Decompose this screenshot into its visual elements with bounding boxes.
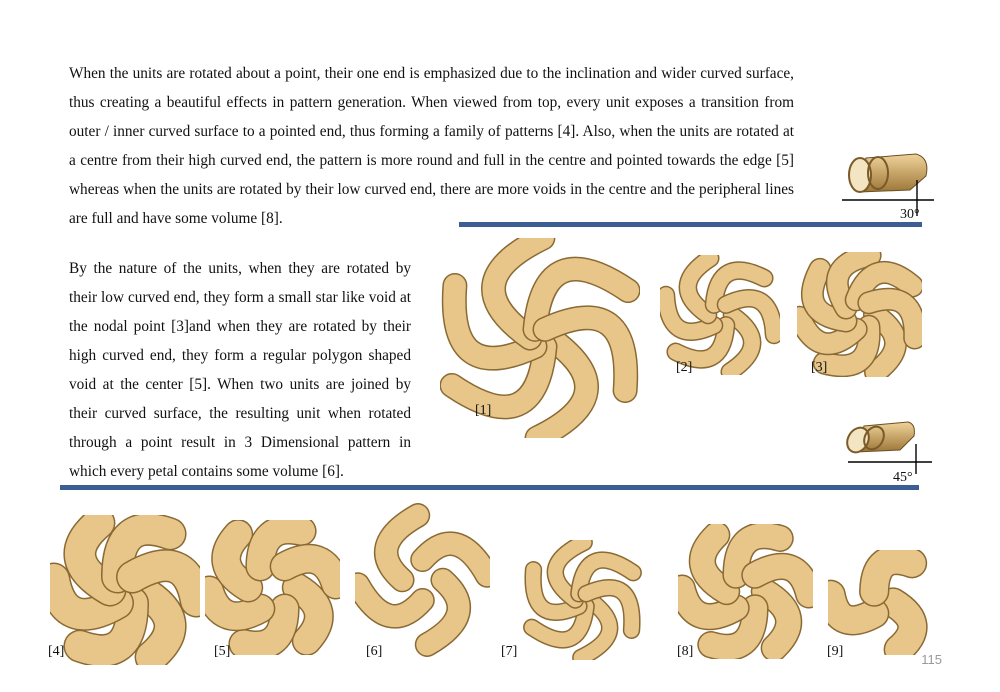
- tube-30-diagram: [838, 150, 938, 220]
- angle-30-label: 30°: [900, 207, 920, 222]
- figure-label-2: [2]: [676, 360, 693, 375]
- pattern-petals: [209, 530, 336, 646]
- tube-45-diagram: [838, 418, 938, 474]
- pattern-4-image: [50, 515, 200, 665]
- divider-bottom: [60, 485, 919, 490]
- pattern-petals: [54, 523, 196, 657]
- figure-label-3: [3]: [811, 360, 828, 375]
- figure-label-6: [6]: [366, 644, 383, 659]
- pattern-1-image: [440, 238, 640, 438]
- pattern-petals: [358, 515, 487, 644]
- pattern-7-image: [505, 540, 660, 660]
- pattern-petal: [358, 585, 423, 617]
- pattern-9-image: [828, 550, 933, 655]
- pattern-petal: [423, 544, 488, 576]
- pattern-petals: [666, 258, 774, 372]
- angle-45-label: 45°: [893, 470, 913, 485]
- pattern-petal: [297, 588, 319, 641]
- pattern-petals: [831, 560, 913, 650]
- pattern-petals: [532, 542, 633, 657]
- pattern-6-image: [355, 500, 490, 660]
- pattern-petal: [386, 515, 418, 580]
- pattern-petal: [764, 592, 788, 649]
- figure-label-1: [1]: [475, 403, 492, 418]
- figure-label-8: [8]: [677, 644, 694, 659]
- pattern-5-image: [205, 520, 340, 655]
- paragraph-patterns: When the units are rotated about a point, their one end is emphasized due to the inclination and wider curved surface, thus creating a beautiful effects in pattern generation. When viewed from top, every unit exposes a transition from outer / inner curved surface to a pointed end, thus forming a family of patterns [4]. Also, when the units are rotated at a centre from their high curved end, the pattern is more round and full in the centre and pointed towards the edge [5] whereas when the units are rotated by their low curved end, there are more voids in the centre and the peripheral lines are full and have some volume [8].: [69, 65, 794, 227]
- pattern-8-image: [678, 524, 813, 659]
- page-number: 115: [921, 652, 942, 667]
- pattern-petal: [893, 603, 912, 650]
- pattern-petal: [226, 534, 248, 587]
- pattern-petals: [800, 255, 915, 372]
- figure-label-7: [7]: [501, 644, 518, 659]
- pattern-petal: [427, 580, 459, 645]
- pattern-petal: [702, 535, 726, 592]
- figure-label-4: [4]: [48, 644, 65, 659]
- figure-label-9: [9]: [827, 644, 844, 659]
- pattern-3-image: [797, 252, 922, 377]
- pattern-2-image: [660, 255, 780, 375]
- figure-label-5: [5]: [214, 644, 231, 659]
- pattern-petals: [682, 535, 809, 648]
- divider-top: [459, 222, 922, 227]
- paragraph-voids: By the nature of the units, when they are rotated by their low curved end, they form a small star like void at the nodal point [3]and when they are rotated by their high curved end, they form a regular polygon shaped void at the center [5]. When two units are joined by their curved surface, the resulting unit when rotated through a point result in 3 Dimensional pattern in which every petal contains some volume [6].: [69, 260, 411, 480]
